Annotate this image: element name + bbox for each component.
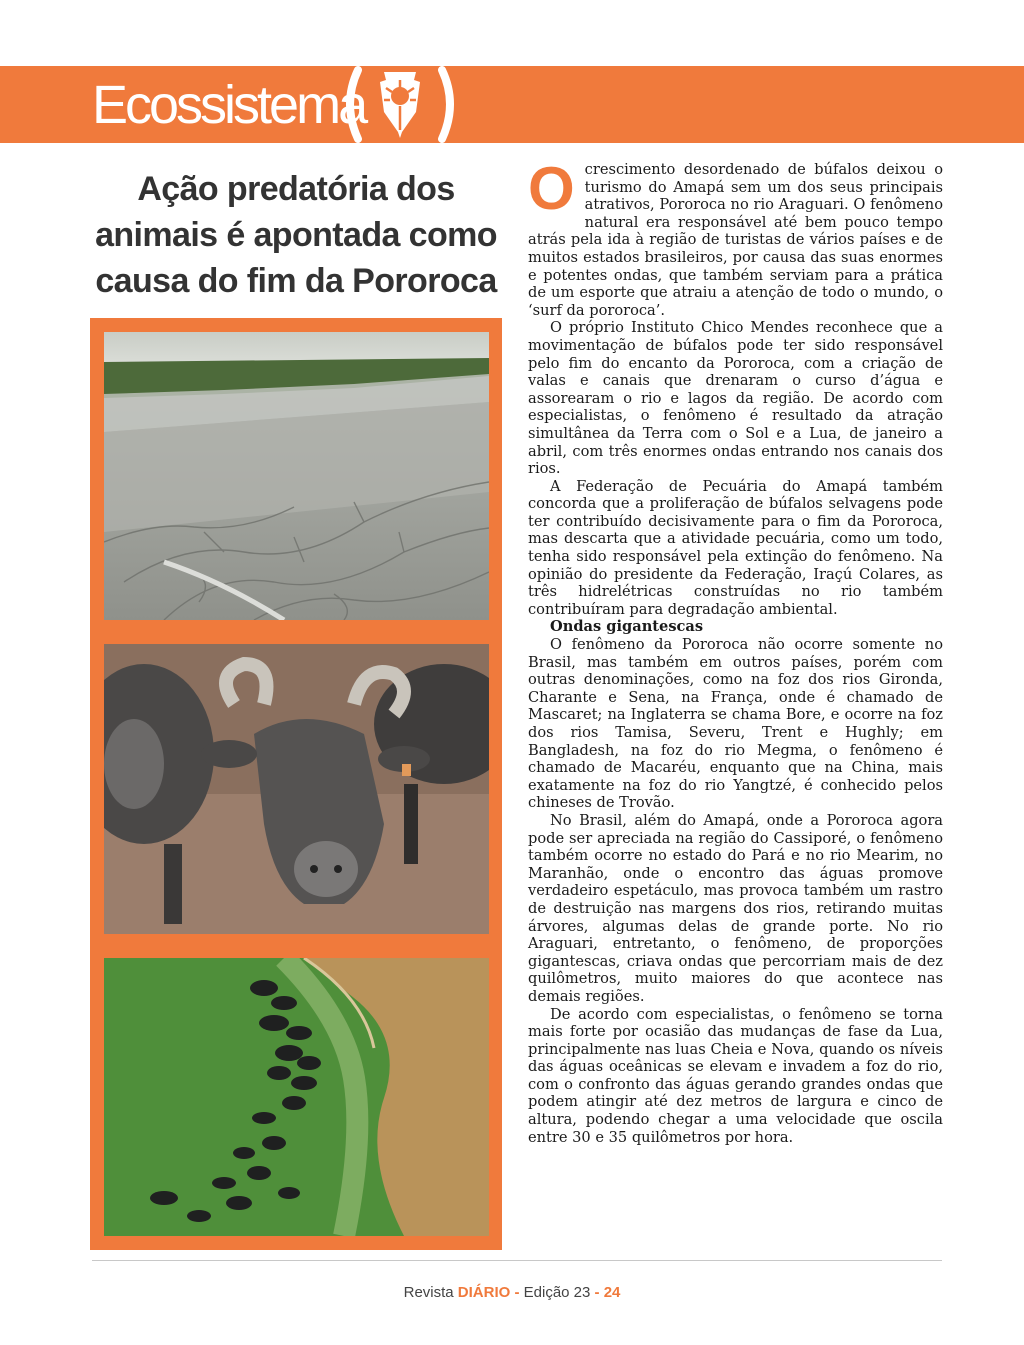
aerial-river-photo <box>104 332 489 620</box>
article-body <box>528 155 943 1146</box>
article-paragraph: No Brasil, além do Amapá, onde a Pororoca agora pode ser apreciada na região do Cassiporé, o fenômeno também ocorre no estado do Pará e no rio Mearim, no Maranhão, onde o encontro das águas promove verdadeiro espetáculo, mas provoca também um rastro de destruição nas margens dos rios, retirando muitas árvores, algumas delas de grande porte. No rio Araguari, entretanto, o fenômeno, de proporções gigantescas, criava ondas que percorriam mais de dez quilômetros, muito maiores do que acontece nas demais regiões. <box>528 811 943 1005</box>
pen-nib-icon <box>344 66 456 143</box>
buffalo-photo <box>104 644 489 934</box>
footer-edition: Edição 23 <box>523 1284 591 1301</box>
photo-frame <box>90 318 502 1250</box>
section-title: Ecossistema <box>92 75 366 135</box>
footer-divider <box>92 1260 942 1261</box>
article-paragraph: A Federação de Pecuária do Amapá também concorda que a proliferação de búfalos selvagens pode ter contribuído decisivamente para o fim da Pororoca, mas descarta que a atividade pecuária, como um todo, tenha sido responsável pela extinção do fenômeno. Na opinião do presidente da Federação, Iraçú Colares, as três hidrelétricas construídas no rio também contribuíram para degradação ambiental. <box>528 477 943 618</box>
article-paragraph: O próprio Instituto Chico Mendes reconhece que a movimentação de búfalos pode ter sido responsável pelo fim do encanto da Pororoca, com a criação de valas e canais que drenaram o curso d’água e assorearam o rio e lagos da região. De acordo com especialistas, o fenômeno é resultado da atração simultânea da Terra com o Sol e a Lua, de janeiro a abril, com três enormes ondas entrando nos canais dos rios. <box>528 319 943 478</box>
article-paragraph: O fenômeno da Pororoca não ocorre somente no Brasil, mas também em outros países, porém com outras denominações, como na foz dos rios Gironda, Charante e Sena, na França, onde é chamado de Mascaret; na Inglaterra se chama Bore, e ocorre na foz dos rios Tamisa, Severu, Trent e Hughly; em Bangladesh, na foz do rio Megma, o fenômeno é chamado de Macaréu, enquanto que na China, mais exatamente na foz do rio Yangtzé, é conhecido pelos chineses de Trovão. <box>528 636 943 812</box>
article-paragraph: De acordo com especialistas, o fenômeno se torna mais forte por ocasião das mudanças de fase da Lua, principalmente nas luas Cheia e Nova, quando os níveis das águas oceânicas se elevam e invadem a foz do rio, com o confronto das águas gerando grandes ondas que podem atingir até dez metros de largura e cinco de altura, podendo chegar a uma velocidade que oscila entre 30 e 35 quilômetros por hora. <box>528 1005 943 1146</box>
article-subhead: Ondas gigantescas <box>550 618 704 636</box>
article-paragraph: Ocrescimento desordenado de búfalos deixou o turismo do Amapá sem um dos seus principais atrativos, Pororoca no rio Araguari. O fenômeno natural era responsável até bem pouco tempo atrás pela ida à região de turistas de vários países e de muitos estados brasileiros, por causa das suas enormes e potentes ondas, que também serviam para a prática de um esporte que atraiu a atenção de todo o mundo, o ‘surf da pororoca’. <box>528 155 943 319</box>
page-number: 24 <box>603 1284 621 1301</box>
page-footer: Revista DIÁRIO - Edição 23 - 24 <box>403 1284 621 1301</box>
footer-brand: DIÁRIO <box>457 1284 511 1301</box>
buffalo-herd-photo <box>104 958 489 1236</box>
drop-cap: O <box>528 155 575 222</box>
headline: Ação predatória dos animais é apontada como causa do fim da Pororoca <box>95 170 497 300</box>
